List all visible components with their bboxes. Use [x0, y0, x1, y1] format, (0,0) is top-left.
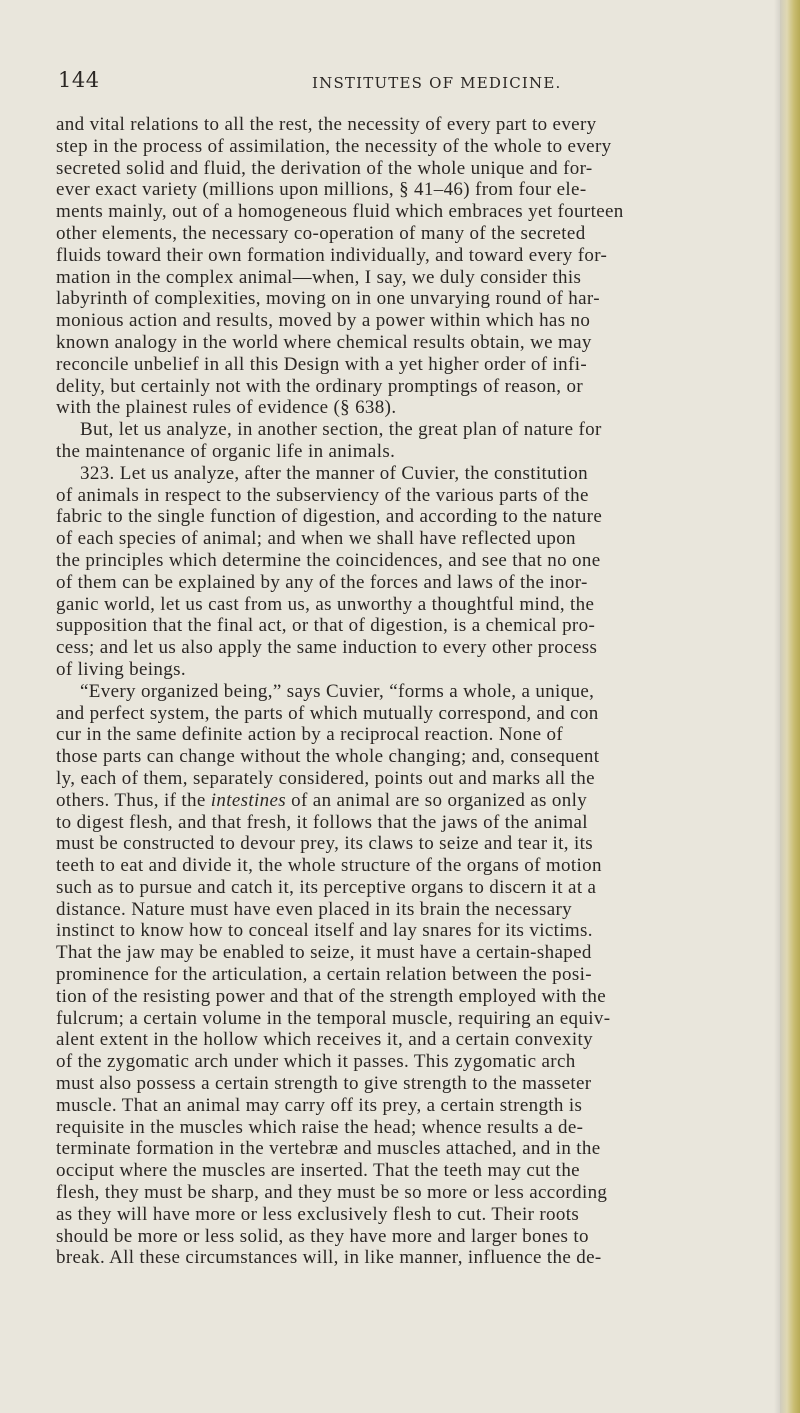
text-line: the maintenance of organic life in animals.: [56, 440, 396, 462]
text-line: labyrinth of complexities, moving on in one unvarying round of har-: [56, 288, 600, 310]
text-line: secreted solid and fluid, the derivation of the whole unique and for-: [56, 157, 593, 179]
page-edge-binding: [780, 0, 800, 1413]
text-line: occiput where the muscles are inserted. That the teeth may cut the: [56, 1160, 580, 1182]
text-line: must be constructed to devour prey, its claws to seize and tear it, its: [56, 833, 594, 855]
text-line: with the plainest rules of evidence (§ 638).: [56, 397, 397, 419]
text-line: muscle. That an animal may carry off its prey, a certain strength is: [56, 1094, 583, 1116]
text-line: flesh, they must be sharp, and they must be so more or less according: [56, 1182, 608, 1204]
body-text: [56, 114, 776, 1269]
text-line: such as to pursue and catch it, its perceptive organs to discern it at a: [56, 876, 597, 898]
text-line: ganic world, let us cast from us, as unworthy a thoughtful mind, the: [56, 593, 595, 615]
text-line: delity, but certainly not with the ordinary promptings of reason, or: [56, 375, 584, 397]
text-segment: others. Thus, if the: [56, 789, 206, 811]
text-line: reconcile unbelief in all this Design with a yet higher order of infi-: [56, 353, 588, 375]
text-line: 323. Let us analyze, after the manner of Cuvier, the constitution: [80, 462, 588, 484]
text-line: the principles which determine the coincidences, and see that no one: [56, 549, 601, 571]
text-line: should be more or less solid, as they have more and larger bones to: [56, 1225, 589, 1247]
text-line: break. All these circumstances will, in like manner, influence the de-: [56, 1247, 602, 1269]
text-line: fulcrum; a certain volume in the temporal muscle, requiring an equiv-: [56, 1007, 611, 1029]
text-line: ever exact variety (millions upon millions, § 41–46) from four ele-: [56, 179, 587, 201]
text-line: known analogy in the world where chemical results obtain, we may: [56, 331, 592, 353]
text-line: That the jaw may be enabled to seize, it must have a certain-shaped: [56, 942, 592, 964]
text-line: terminate formation in the vertebræ and muscles attached, and in the: [56, 1138, 601, 1160]
text-line-mixed: [56, 790, 776, 812]
text-line: of each species of animal; and when we shall have reflected upon: [56, 528, 576, 550]
text-line: “Every organized being,” says Cuvier, “forms a whole, a unique,: [80, 680, 595, 702]
text-line: of animals in respect to the subserviency of the various parts of the: [56, 484, 589, 506]
text-line: prominence for the articulation, a certain relation between the posi-: [56, 964, 592, 986]
text-line: fabric to the single function of digestion, and according to the nature: [56, 506, 603, 528]
text-line: instinct to know how to conceal itself and lay snares for its victims.: [56, 920, 593, 942]
text-line: requisite in the muscles which raise the head; whence results a de-: [56, 1116, 584, 1138]
text-line: cur in the same definite action by a reciprocal reaction. None of: [56, 724, 564, 746]
text-line: teeth to eat and divide it, the whole structure of the organs of motion: [56, 855, 602, 877]
text-line: tion of the resisting power and that of the strength employed with the: [56, 985, 607, 1007]
text-line: and perfect system, the parts of which mutually correspond, and con: [56, 702, 599, 724]
text-line: of living beings.: [56, 658, 186, 680]
text-line: of them can be explained by any of the forces and laws of the inor-: [56, 571, 588, 593]
text-line: mation in the complex animal—when, I say, we duly consider this: [56, 266, 582, 288]
page-number: 144: [58, 68, 100, 92]
text-line: ly, each of them, separately considered, points out and marks all the: [56, 767, 595, 789]
text-line: ments mainly, out of a homogeneous fluid which embraces yet fourteen: [56, 201, 624, 223]
text-line: other elements, the necessary co-operation of many of the secreted: [56, 222, 586, 244]
text-line: those parts can change without the whole changing; and, consequent: [56, 746, 600, 768]
text-line: and vital relations to all the rest, the necessity of every part to every: [56, 114, 597, 135]
text-line: step in the process of assimilation, the necessity of the whole to every: [56, 135, 612, 157]
text-line: alent extent in the hollow which receives it, and a certain convexity: [56, 1029, 593, 1051]
running-head: INSTITUTES OF MEDICINE.: [312, 74, 562, 92]
text-line: monious action and results, moved by a power within which has no: [56, 310, 591, 332]
text-line: supposition that the final act, or that of digestion, is a chemical pro-: [56, 615, 596, 637]
text-line: as they will have more or less exclusively flesh to cut. Their roots: [56, 1203, 580, 1225]
text-line: must also possess a certain strength to give strength to the masseter: [56, 1073, 592, 1095]
text-line: cess; and let us also apply the same induction to every other process: [56, 637, 598, 659]
text-segment: of an animal are so organized as only: [286, 789, 588, 811]
text-line: fluids toward their own formation individually, and toward every for-: [56, 244, 608, 266]
italic-term: intestines: [210, 789, 287, 811]
text-line: of the zygomatic arch under which it passes. This zygomatic arch: [56, 1051, 576, 1073]
text-line: to digest flesh, and that fresh, it follows that the jaws of the animal: [56, 811, 588, 833]
text-line: But, let us analyze, in another section, the great plan of nature for: [80, 419, 602, 441]
text-line: distance. Nature must have even placed in its brain the necessary: [56, 898, 573, 920]
